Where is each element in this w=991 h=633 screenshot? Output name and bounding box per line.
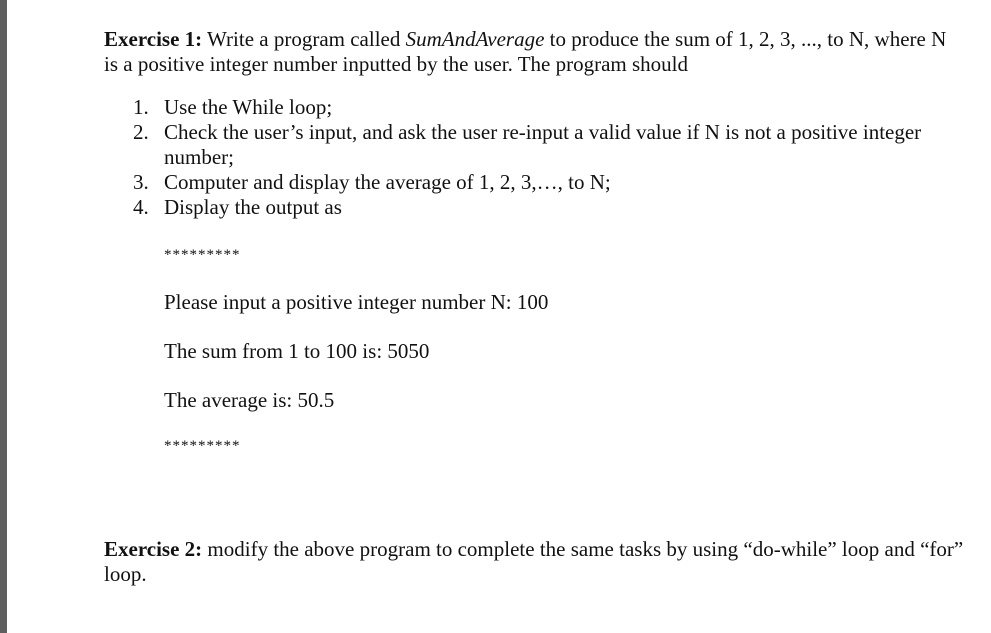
exercise-1-paragraph — [104, 27, 964, 77]
list-item-number: 2. — [133, 120, 149, 144]
output-separator-bottom: ********* — [164, 438, 241, 454]
list-item-number: 3. — [133, 170, 149, 194]
exercise-1-label: Exercise 1: — [104, 27, 203, 51]
list-item — [104, 120, 964, 170]
requirements-list — [104, 95, 964, 220]
exercise-2-paragraph — [104, 537, 964, 587]
exercise-1-intro-start: Write a program called — [207, 27, 401, 51]
list-item-number: 1. — [133, 95, 149, 119]
document-page — [104, 27, 964, 587]
output-prompt-line: Please input a positive integer number N: 100 — [164, 290, 549, 314]
exercise-1-intro-end: to produce the sum of 1, 2, 3, ..., to N, where N is a positive integer number inputted by the user. The program should — [104, 27, 947, 76]
output-separator-top: ********* — [164, 247, 241, 263]
list-item — [104, 170, 964, 195]
list-item — [104, 195, 964, 220]
list-item-text: Display the output as — [164, 195, 342, 219]
list-item-text: Check the user’s input, and ask the user re-input a valid value if N is not a positive integer number; — [164, 120, 922, 169]
list-item-text: Computer and display the average of 1, 2, 3,…, to N; — [164, 170, 611, 194]
list-item — [104, 95, 964, 120]
exercise-2-text: modify the above program to complete the same tasks by using “do-while” loop and “for” loop. — [104, 537, 964, 586]
sample-output — [164, 246, 964, 455]
list-item-text: Use the While loop; — [164, 95, 333, 119]
program-name: SumAndAverage — [405, 27, 545, 51]
output-average-line: The average is: 50.5 — [164, 388, 335, 412]
output-sum-line: The sum from 1 to 100 is: 5050 — [164, 339, 430, 363]
list-item-number: 4. — [133, 195, 149, 219]
exercise-2-label: Exercise 2: — [104, 537, 203, 561]
window-edge-bar — [0, 0, 7, 633]
